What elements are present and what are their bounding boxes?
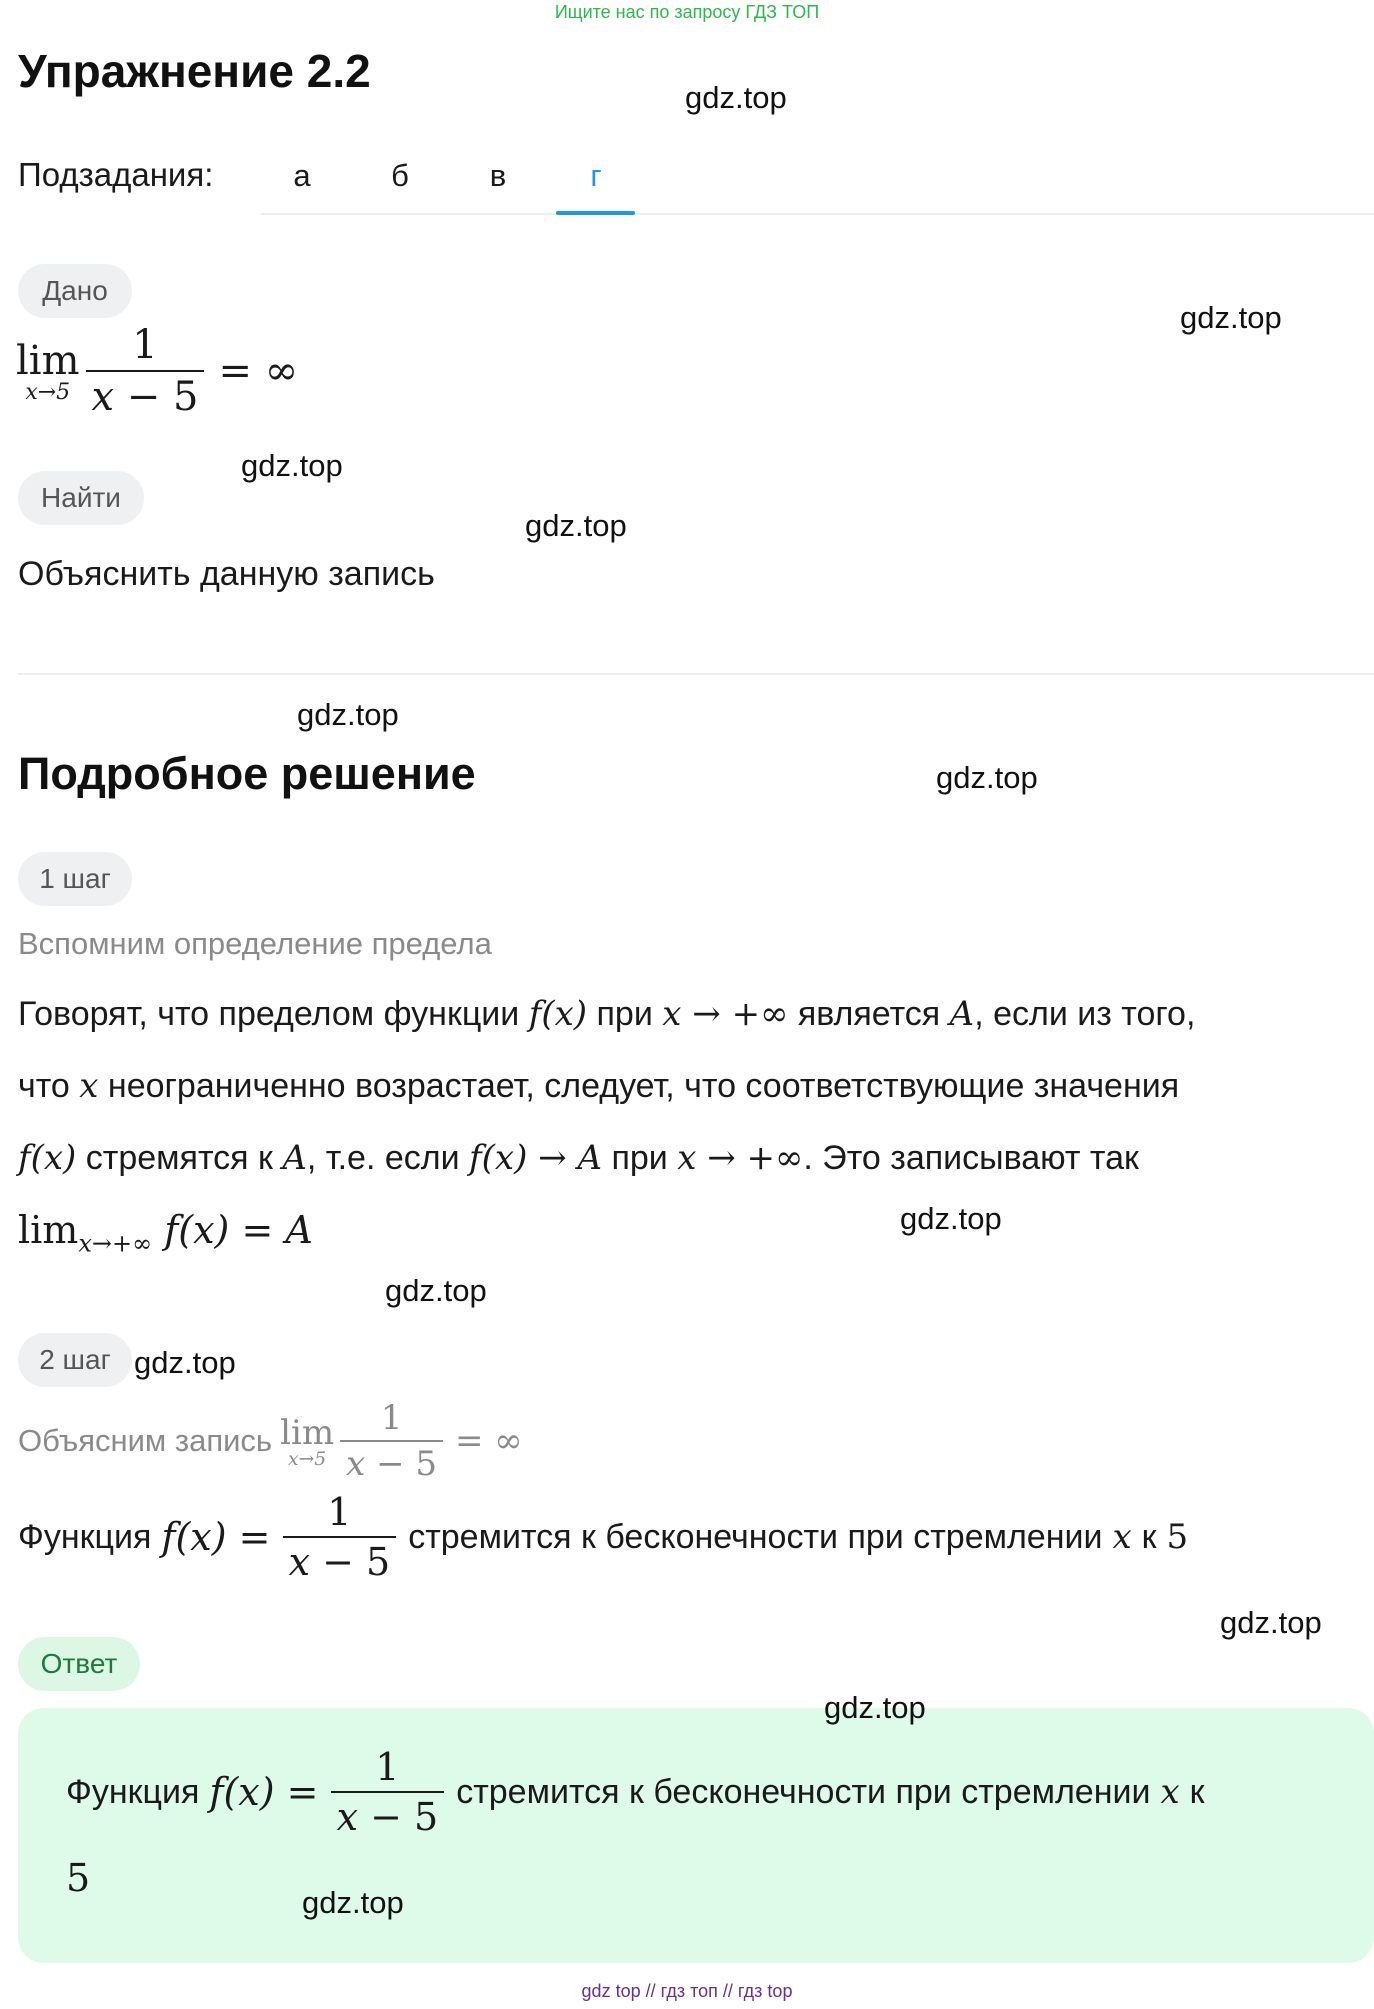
find-badge: Найти	[18, 471, 144, 525]
footer-text: gdz top // гдз топ // гдз top	[581, 1981, 793, 2001]
step1-line2: что x неограниченно возрастает, следует, что соответствующие значения	[18, 1066, 1180, 1106]
step1-line1: Говорят, что пределом функции f(x) при x → +∞ является A, если из того,	[18, 994, 1196, 1034]
given-rhs: = ∞	[218, 348, 299, 394]
step1-line4: $\lim_{x\to+\infty} f(x) = A$	[18, 1208, 313, 1258]
watermark: gdz.top	[385, 1273, 487, 1308]
solution-title: Подробное решение	[18, 748, 476, 799]
subtasks-divider	[261, 213, 1374, 215]
watermark: gdz.top	[1220, 1605, 1322, 1640]
given-badge: Дано	[18, 264, 132, 318]
tab-a[interactable]: а	[293, 158, 311, 193]
tab-g[interactable]: г	[590, 158, 602, 193]
step1-badge: 1 шаг	[18, 852, 132, 906]
step2-subtitle: Объясним запись lim x→5 $\frac{1}{x - 5}$ = ∞	[18, 1398, 523, 1484]
watermark: gdz.top	[302, 1885, 404, 1920]
top-banner: Ищите нас по запросу ГДЗ ТОП	[554, 2, 820, 22]
subtasks-label: Подзадания:	[18, 156, 214, 193]
step2-badge: 2 шаг	[18, 1333, 132, 1387]
watermark: gdz.top	[824, 1690, 926, 1725]
watermark: gdz.top	[241, 448, 343, 483]
watermark: gdz.top	[900, 1201, 1002, 1236]
exercise-title: Упражнение 2.2	[18, 45, 371, 97]
step1-subtitle: Вспомним определение предела	[18, 926, 492, 961]
given-fraction: $\frac{1}{x - 5}$	[86, 322, 205, 420]
section-divider	[18, 673, 1374, 675]
tab-b[interactable]: б	[391, 158, 409, 193]
watermark: gdz.top	[297, 697, 399, 732]
step1-line3: f(x) стремятся к A, т.е. если f(x) → A при x → +∞. Это записывают так	[18, 1138, 1139, 1178]
find-text: Объяснить данную запись	[18, 555, 435, 593]
step2-statement: Функция f (x) = $\frac{1}{x - 5}$ стремится к бесконечности при стремлении x к 5	[18, 1490, 1189, 1584]
watermark: gdz.top	[685, 80, 787, 115]
given-lim: lim x→5	[16, 337, 80, 405]
tab-active-indicator	[556, 211, 635, 215]
answer-badge: Ответ	[18, 1637, 140, 1691]
answer-line1: Функция f (x) = $\frac{1}{x - 5}$ стремится к бесконечности при стремлении x к	[66, 1745, 1205, 1839]
watermark: gdz.top	[936, 760, 1038, 795]
watermark: gdz.top	[525, 508, 627, 543]
watermark: gdz.top	[134, 1345, 236, 1380]
given-formula	[16, 322, 298, 420]
answer-line2: 5	[66, 1856, 91, 1900]
watermark: gdz.top	[1180, 300, 1282, 335]
tab-v[interactable]: в	[489, 158, 507, 193]
